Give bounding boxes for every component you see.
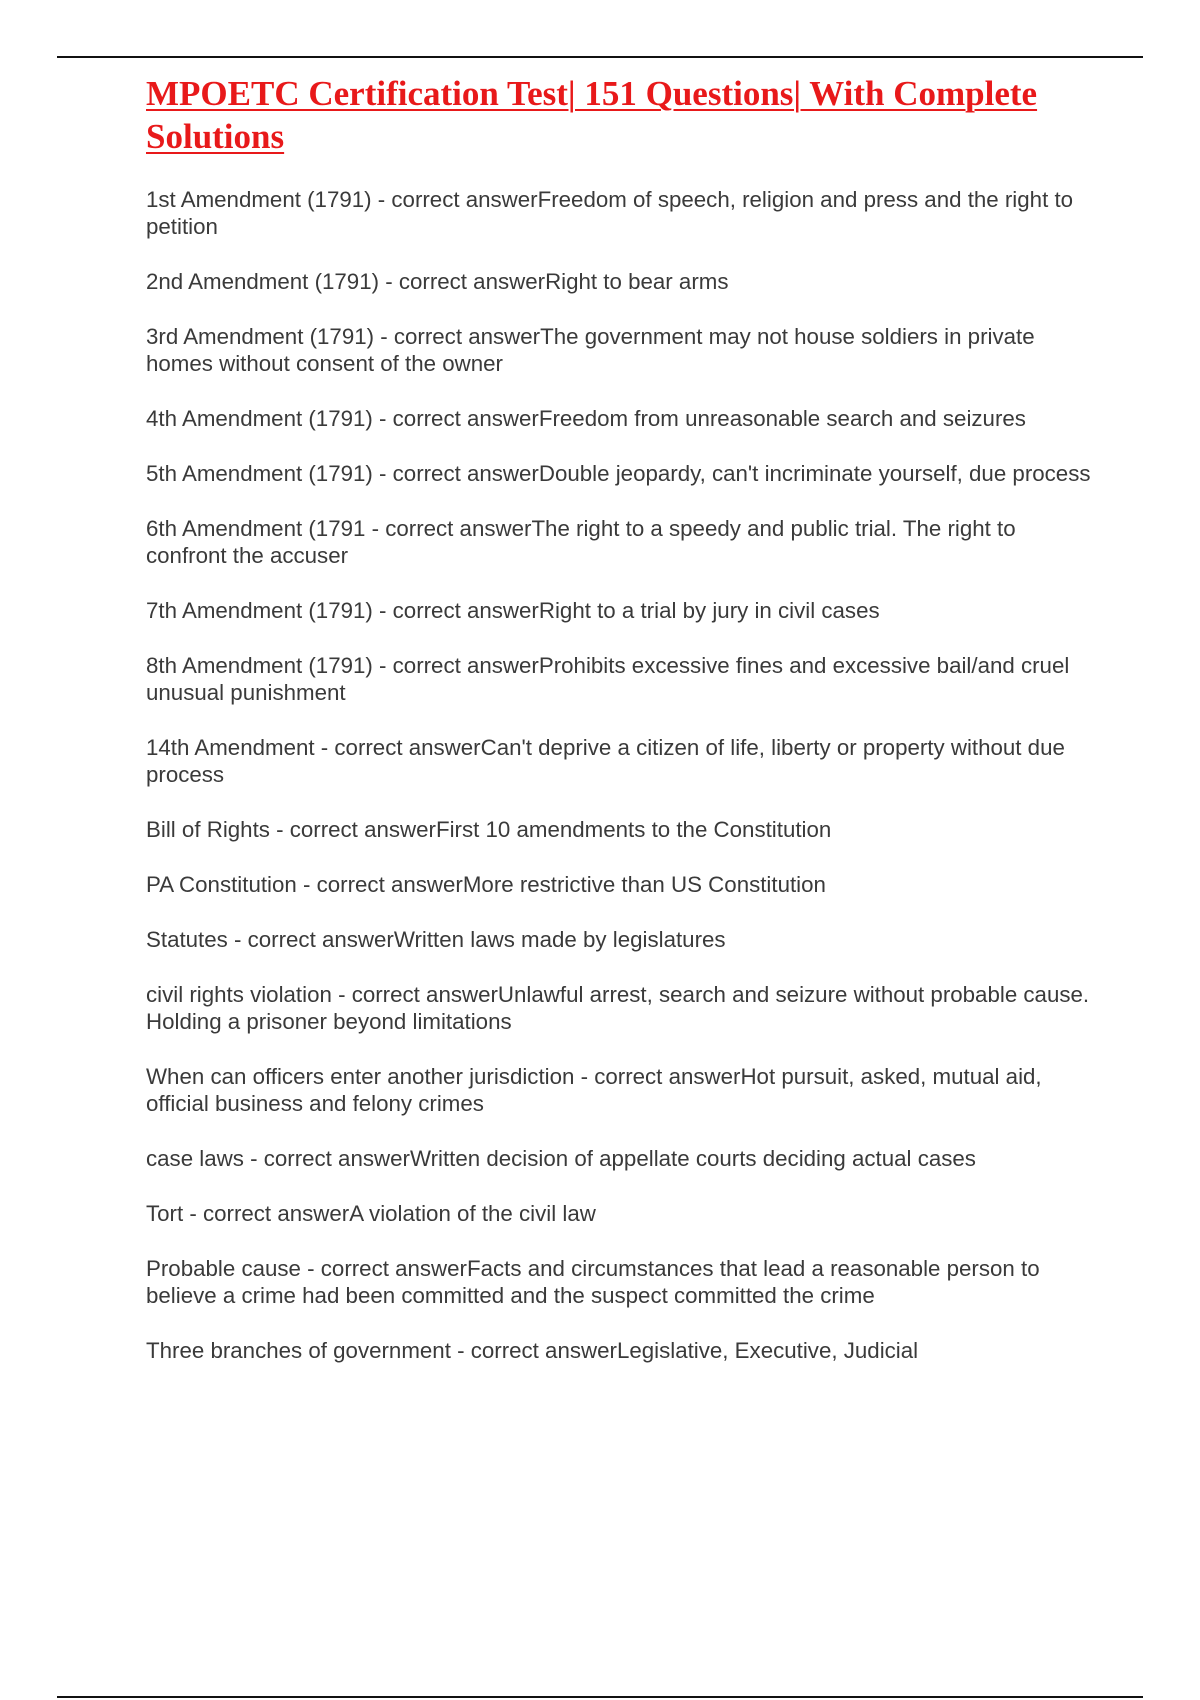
- qa-item: [146, 186, 1096, 240]
- qa-term: PA Constitution: [146, 872, 297, 897]
- qa-answer: The government may not house soldiers in private homes without consent of the owner: [146, 324, 1035, 376]
- document-body: [146, 72, 1096, 1392]
- qa-item: [146, 652, 1096, 706]
- qa-item: [146, 597, 1096, 624]
- qa-answer: Freedom of speech, religion and press and the right to petition: [146, 187, 1074, 239]
- qa-item: [146, 460, 1096, 487]
- qa-separator: - correct answer: [314, 735, 481, 760]
- qa-answer: Can't deprive a citizen of life, liberty or property without due process: [146, 735, 1065, 787]
- qa-answer: Facts and circumstances that lead a reasonable person to believe a crime had been committed and the suspect committed the crime: [146, 1256, 1040, 1308]
- qa-item: [146, 926, 1096, 953]
- qa-separator: - correct answer: [379, 269, 546, 294]
- qa-list: [146, 186, 1096, 1364]
- qa-item: [146, 323, 1096, 377]
- qa-item: [146, 871, 1096, 898]
- qa-answer: A violation of the civil law: [349, 1201, 596, 1226]
- qa-term: Probable cause: [146, 1256, 301, 1281]
- qa-separator: - correct answer: [372, 598, 539, 623]
- qa-term: 4th Amendment (1791): [146, 406, 373, 431]
- qa-term: 14th Amendment: [146, 735, 315, 760]
- qa-term: Statutes: [146, 927, 228, 952]
- qa-separator: - correct answer: [227, 927, 394, 952]
- qa-separator: - correct answer: [450, 1338, 617, 1363]
- qa-answer: First 10 amendments to the Constitution: [435, 817, 832, 842]
- qa-separator: - correct answer: [269, 817, 436, 842]
- qa-term: case laws: [146, 1146, 244, 1171]
- qa-term: When can officers enter another jurisdiction: [146, 1064, 575, 1089]
- qa-term: 8th Amendment (1791): [146, 653, 373, 678]
- qa-separator: - correct answer: [372, 461, 539, 486]
- qa-answer: Written laws made by legislatures: [393, 927, 726, 952]
- qa-answer: Freedom from unreasonable search and seizures: [538, 406, 1026, 431]
- qa-item: [146, 1063, 1096, 1117]
- qa-answer: Written decision of appellate courts deciding actual cases: [409, 1146, 976, 1171]
- qa-term: 6th Amendment (1791: [146, 516, 366, 541]
- qa-answer: The right to a speedy and public trial. The right to confront the accuser: [146, 516, 1016, 568]
- qa-term: Three branches of government: [146, 1338, 451, 1363]
- qa-term: Bill of Rights: [146, 817, 270, 842]
- qa-item: [146, 981, 1096, 1035]
- qa-separator: - correct answer: [296, 872, 463, 897]
- qa-item: [146, 734, 1096, 788]
- qa-item: [146, 268, 1096, 295]
- qa-answer: More restrictive than US Constitution: [462, 872, 826, 897]
- qa-separator: - correct answer: [300, 1256, 467, 1281]
- qa-answer: Unlawful arrest, search and seizure without probable cause. Holding a prisoner beyond limitations: [146, 982, 1090, 1034]
- qa-item: [146, 515, 1096, 569]
- qa-item: [146, 405, 1096, 432]
- qa-term: civil rights violation: [146, 982, 332, 1007]
- qa-item: [146, 1200, 1096, 1227]
- qa-separator: - correct answer: [374, 324, 541, 349]
- qa-term: 5th Amendment (1791): [146, 461, 373, 486]
- qa-item: [146, 816, 1096, 843]
- qa-term: 7th Amendment (1791): [146, 598, 373, 623]
- qa-separator: - correct answer: [183, 1201, 350, 1226]
- bottom-rule: [57, 1696, 1143, 1698]
- qa-answer: Right to bear arms: [545, 269, 729, 294]
- qa-separator: - correct answer: [372, 406, 539, 431]
- qa-separator: - correct answer: [371, 187, 538, 212]
- qa-separator: - correct answer: [365, 516, 532, 541]
- qa-term: 2nd Amendment (1791): [146, 269, 380, 294]
- qa-item: [146, 1255, 1096, 1309]
- qa-answer: Hot pursuit, asked, mutual aid, official business and felony crimes: [146, 1064, 1042, 1116]
- top-rule: [57, 56, 1143, 58]
- qa-answer: Right to a trial by jury in civil cases: [538, 598, 880, 623]
- qa-item: [146, 1337, 1096, 1364]
- document-title: MPOETC Certification Test| 151 Questions| With Complete Solutions: [146, 74, 1038, 156]
- qa-item: [146, 1145, 1096, 1172]
- qa-answer: Double jeopardy, can't incriminate yourself, due process: [538, 461, 1091, 486]
- qa-separator: - correct answer: [372, 653, 539, 678]
- qa-term: 3rd Amendment (1791): [146, 324, 375, 349]
- qa-term: Tort: [146, 1201, 184, 1226]
- qa-separator: - correct answer: [243, 1146, 410, 1171]
- qa-term: 1st Amendment (1791): [146, 187, 372, 212]
- qa-separator: - correct answer: [331, 982, 498, 1007]
- qa-answer: Prohibits excessive fines and excessive bail/and cruel unusual punishment: [146, 653, 1070, 705]
- qa-separator: - correct answer: [574, 1064, 741, 1089]
- qa-answer: Legislative, Executive, Judicial: [616, 1338, 919, 1363]
